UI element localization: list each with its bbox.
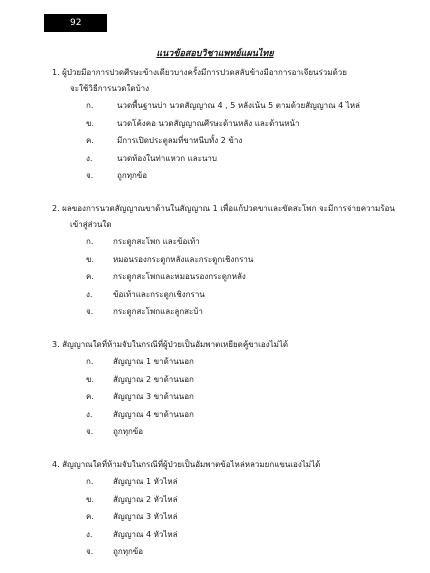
question-1-choice-text: นวดพื้นฐานบ่า นวดสัญญาณ 4 , 5 หลังเน้น 5 ตามด้วยสัญญาณ 4 ไหล่ — [117, 101, 360, 110]
question-3-choice-text: สัญญาณ 3 ขาด้านนอก — [113, 392, 194, 401]
question-1-choice-text: ถูกทุกข้อ — [117, 171, 148, 180]
question-2-choice-text: ข้อเท้าและกระดูกเชิงกราน — [113, 290, 205, 299]
question-3-choice-letter: ข. — [86, 375, 95, 384]
question-2-stem: 2. ผลของการนวดสัญญาณขาด้านในสัญญาณ 1 เพื่อแก้ปวดขาและขัดสะโพก จะมีการจ่ายความร้อน — [52, 204, 395, 213]
question-1-choice-letter: ค. — [86, 136, 94, 145]
question-3-choice-letter: ค. — [86, 392, 94, 401]
question-1-stem: 1. ผู้ป่วยมีอาการปวดศีรษะข้างเดียวบางครั้งมีการปวดสลับข้างมีอาการอาเจียนร่วมด้วย — [52, 68, 347, 77]
question-3-choice-letter: ก. — [86, 357, 94, 366]
question-4-choice-text: ถูกทุกข้อ — [113, 547, 144, 556]
question-1-choice-text: มีการเปิดประตูลมที่ขาหนีบทั้ง 2 ข้าง — [117, 136, 243, 145]
question-4-choice-letter: ค. — [86, 512, 94, 521]
page-title: แนวข้อสอบวิชาแพทย์แผนไทย — [156, 49, 274, 59]
question-1-choice-letter: ก. — [86, 101, 94, 110]
question-3-choice-text: สัญญาณ 1 ขาด้านนอก — [113, 357, 194, 366]
question-3-choice-text: สัญญาณ 4 ขาด้านนอก — [113, 410, 194, 419]
question-2-choice-letter: ข. — [86, 255, 95, 264]
question-2-choice-text: หมอนรองกระดูกหลังและกระดูกเชิงกราน — [113, 255, 254, 264]
question-4-choice-letter: ง. — [86, 530, 93, 539]
question-1-choice-text: นวดท้องในท่าแหวก และนาบ — [117, 154, 217, 163]
question-1-choice-text: นวดโค้งคอ นวดสัญญาณศีรษะด้านหลัง และด้านหน้า — [117, 119, 300, 128]
question-3-choice-letter: จ. — [86, 427, 94, 436]
question-2-choice-text: กระดูกสะโพกและลูกสะบ้า — [113, 307, 203, 316]
question-4-choice-text: สัญญาณ 3 หัวไหล่ — [113, 512, 178, 521]
question-2-choice-letter: ง. — [86, 290, 93, 299]
question-4-choice-letter: ข. — [86, 495, 95, 504]
question-2-choice-text: กระดูกสะโพก และข้อเท้า — [113, 237, 200, 246]
question-1-choice-letter: จ. — [86, 171, 94, 180]
page-number-box: 92 — [44, 14, 107, 32]
question-3-choice-text: สัญญาณ 2 ขาด้านนอก — [113, 375, 194, 384]
question-3-choice-text: ถูกทุกข้อ — [113, 427, 144, 436]
question-4-stem: 4. สัญญาณใดที่ห้ามจับในกรณีที่ผู้ป่วยเป็นอัมพาตข้อไหล่หลวมยกแขนเองไม่ได้ — [52, 460, 321, 469]
question-3-stem: 3. สัญญาณใดที่ห้ามจับในกรณีที่ผู้ป่วยเป็นอัมพาตเหยียดคู้ขาเองไม่ได้ — [52, 340, 289, 349]
question-3-choice-letter: ง. — [86, 410, 93, 419]
question-1-stem-cont: จะใช้วิธีการนวดใดบ้าง — [70, 84, 150, 93]
question-1-choice-letter: ข. — [86, 119, 95, 128]
question-2-stem-cont: เข้าสู่ส่วนใด — [70, 220, 112, 229]
question-2-choice-text: กระดูกสะโพกและหมอนรองกระดูกหลัง — [113, 272, 246, 281]
question-2-choice-letter: จ. — [86, 307, 94, 316]
question-1-choice-letter: ง. — [86, 154, 93, 163]
question-2-choice-letter: ค. — [86, 272, 94, 281]
question-2-choice-letter: ก. — [86, 237, 94, 246]
question-4-choice-text: สัญญาณ 2 หัวไหล่ — [113, 495, 178, 504]
question-4-choice-text: สัญญาณ 4 หัวไหล่ — [113, 530, 178, 539]
question-4-choice-text: สัญญาณ 1 หัวไหล่ — [113, 477, 178, 486]
question-4-choice-letter: ก. — [86, 477, 94, 486]
question-4-choice-letter: จ. — [86, 547, 94, 556]
